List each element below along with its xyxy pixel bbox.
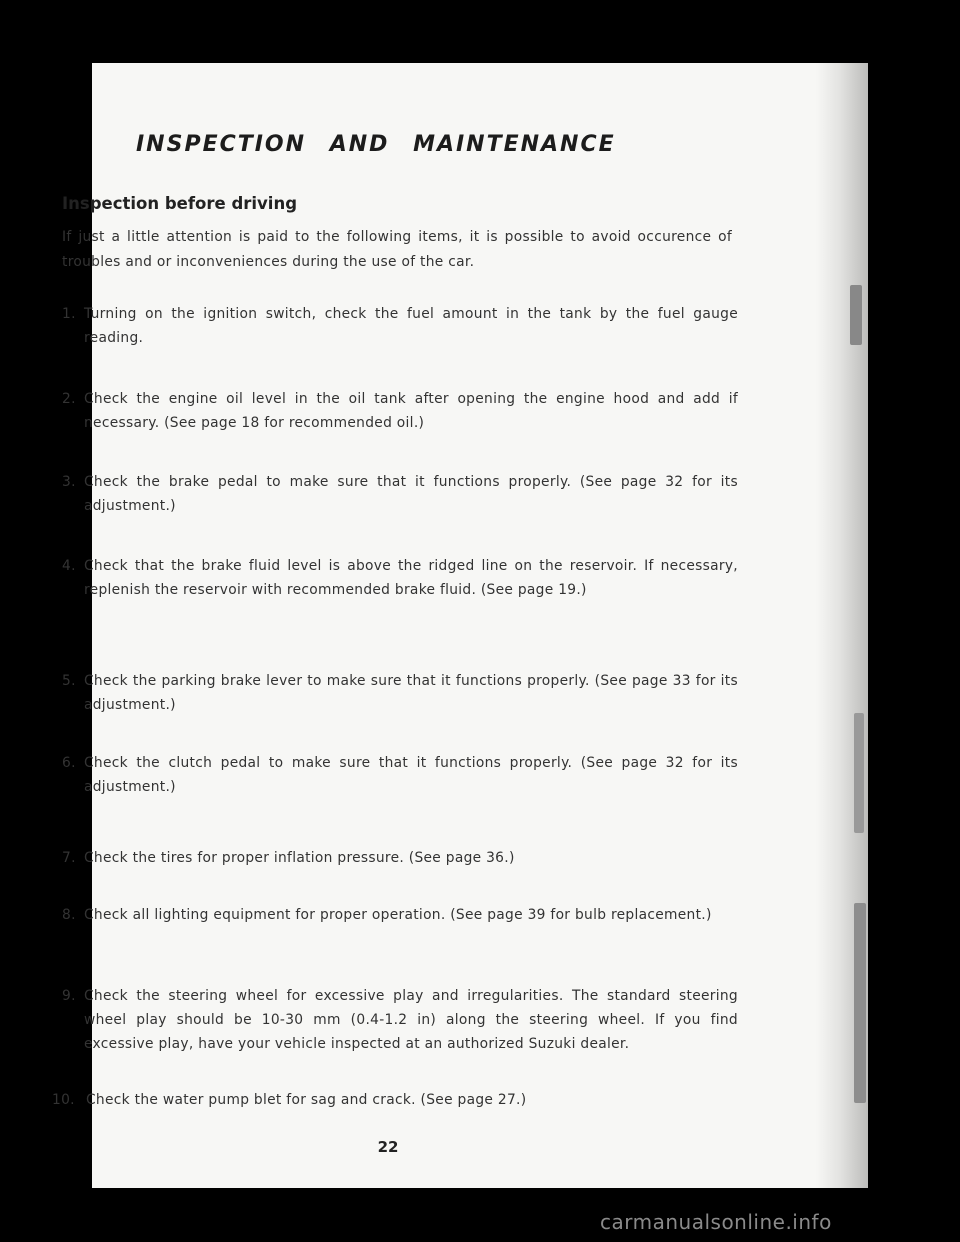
item-text: Check the brake pedal to make sure that it functions properly. (See page 32 for its adjustment.) xyxy=(84,474,738,514)
checklist-item xyxy=(62,903,738,927)
checklist-item xyxy=(62,387,738,435)
checklist-item xyxy=(62,554,738,602)
page-number: 22 xyxy=(377,1138,399,1156)
item-text: Check the clutch pedal to make sure that it functions properly. (See page 32 for its adjustment.) xyxy=(84,755,738,795)
checklist-item xyxy=(62,302,738,350)
item-number: 3. xyxy=(62,474,76,490)
item-number: 7. xyxy=(62,850,76,866)
item-text: Check the parking brake lever to make sure that it functions properly. (See page 33 for its adjustment.) xyxy=(84,673,738,713)
item-text: Check that the brake fluid level is above the ridged line on the reservoir. If necessary, replenish the reservoir with recommended brake fluid. (See page 19.) xyxy=(84,558,738,598)
item-number: 8. xyxy=(62,907,76,923)
scan-mark xyxy=(854,903,866,1103)
item-text: Check the steering wheel for excessive play and irregularities. The standard steering wheel play should be 10-30 mm (0.4-1.2 in) along the steering wheel. If you find excessive play, have your vehicle inspected at an authorized Suzuki dealer. xyxy=(84,988,738,1052)
checklist-item xyxy=(62,984,738,1056)
checklist-item xyxy=(62,846,738,870)
item-text: Check the water pump blet for sag and crack. (See page 27.) xyxy=(86,1092,527,1108)
site-watermark: carmanualsonline.info xyxy=(600,1210,832,1234)
item-number: 6. xyxy=(62,755,76,771)
checklist-item xyxy=(62,751,738,799)
checklist-item xyxy=(52,1088,738,1112)
checklist-item xyxy=(62,669,738,717)
scan-mark xyxy=(854,713,864,833)
item-number: 2. xyxy=(62,391,76,407)
item-text: Check the engine oil level in the oil tank after opening the engine hood and add if necessary. (See page 18 for recommended oil.) xyxy=(84,391,738,431)
intro-paragraph: If just a little attention is paid to the following items, it is possible to avoid occurence of troubles and or inconveniences during the use of the car. xyxy=(62,229,732,270)
subsection-title: Inspection before driving xyxy=(62,194,298,213)
item-number: 5. xyxy=(62,673,76,689)
item-number: 9. xyxy=(62,988,76,1004)
item-text: Check the tires for proper inflation pressure. (See page 36.) xyxy=(84,850,515,866)
item-number: 4. xyxy=(62,558,76,574)
section-title: INSPECTION AND MAINTENANCE xyxy=(136,132,616,157)
item-number: 10. xyxy=(52,1092,75,1108)
item-number: 1. xyxy=(62,306,76,322)
item-text: Turning on the ignition switch, check the fuel amount in the tank by the fuel gauge reading. xyxy=(84,306,738,346)
scan-mark xyxy=(850,285,862,345)
checklist-item xyxy=(62,470,738,518)
item-text: Check all lighting equipment for proper operation. (See page 39 for bulb replacement.) xyxy=(84,907,712,923)
